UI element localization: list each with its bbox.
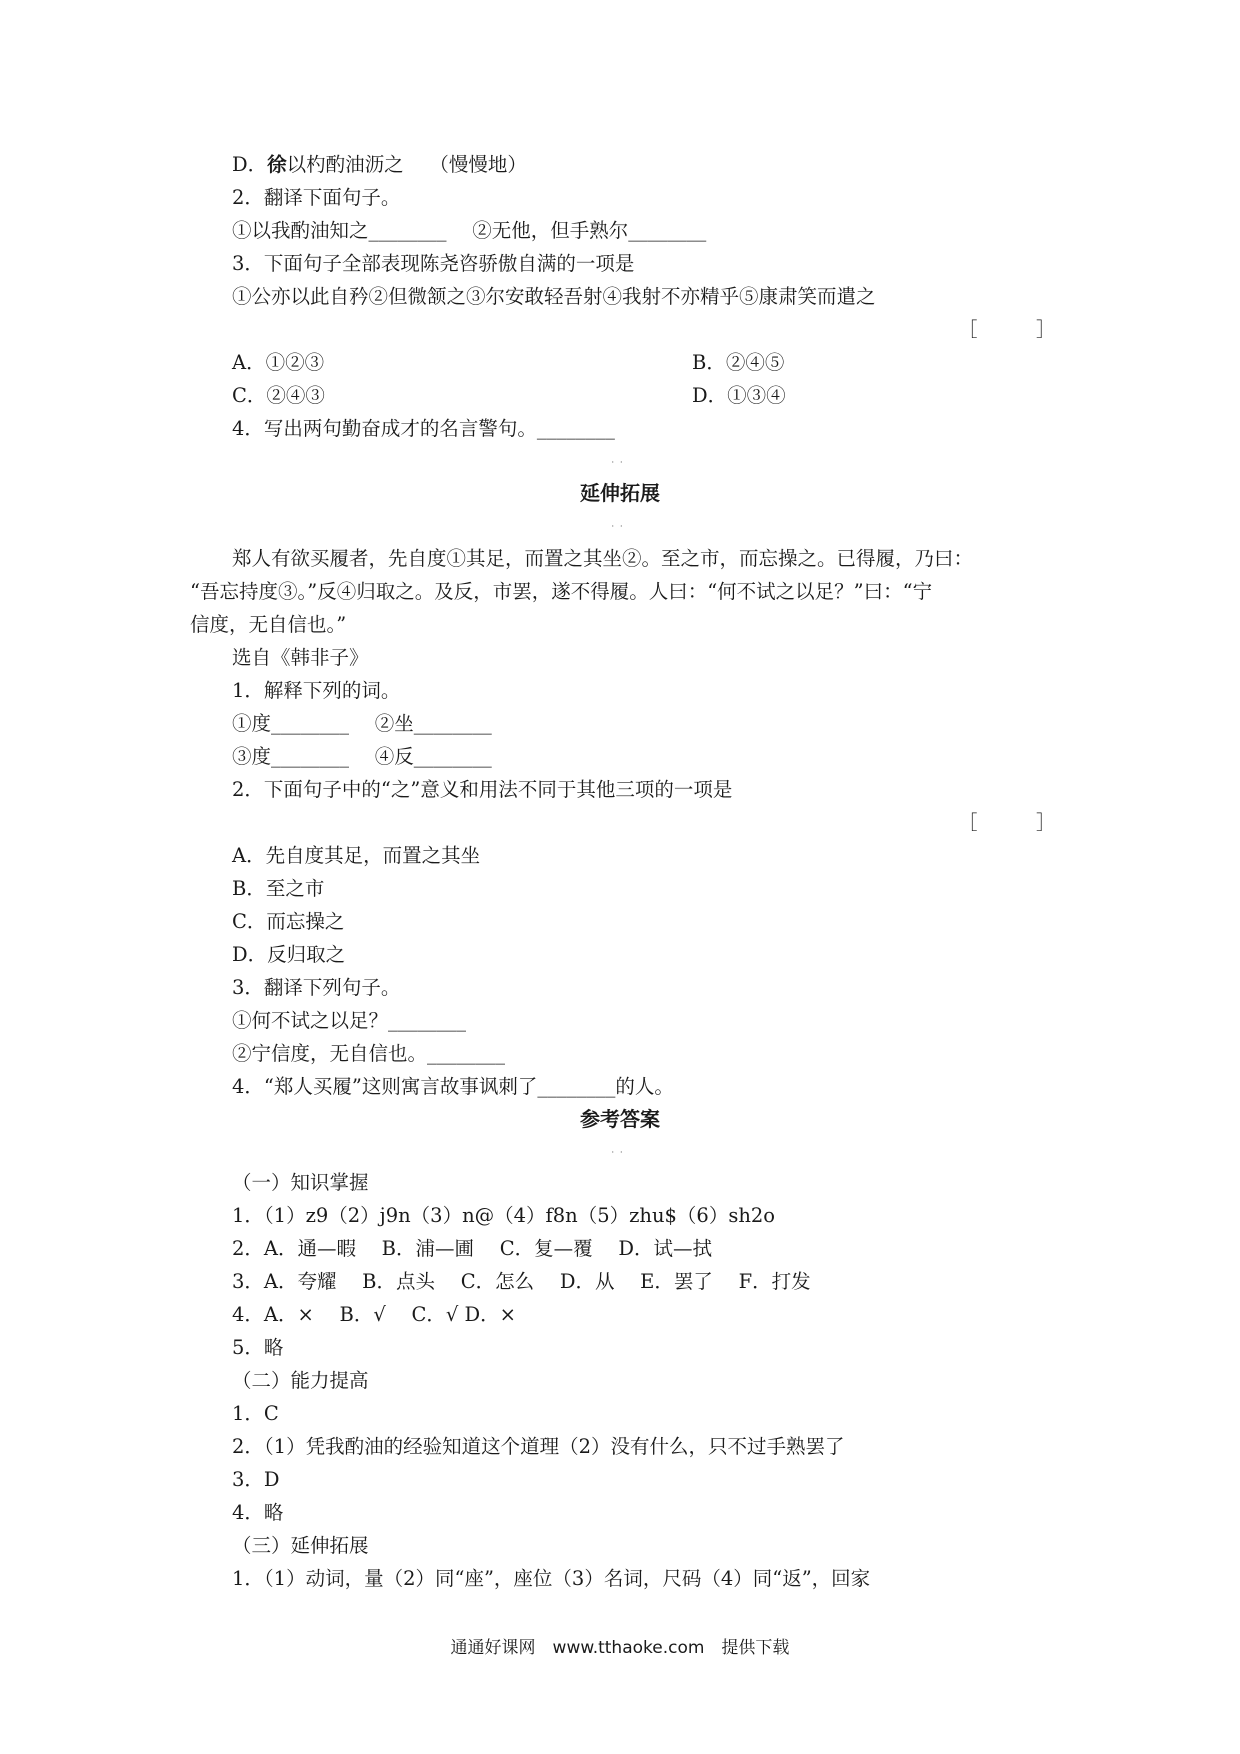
question-4: 4．“郑人买履”这则寓言故事讽刺了________的人。 bbox=[232, 1075, 674, 1098]
question-2-items: ①以我酌油知之________ ②无他，但手熟尔________ bbox=[232, 219, 707, 242]
option-d-bold-char: 徐 bbox=[267, 153, 287, 176]
passage-line-3: 信度，无自信也。” bbox=[190, 613, 347, 636]
question-3: 3．下面句子全部表现陈尧咨骄傲自满的一项是 bbox=[232, 252, 635, 275]
option-b: B．②④⑤ bbox=[692, 351, 785, 374]
question-1-row-1: ①度________ ②坐________ bbox=[232, 712, 492, 735]
answer-line: 5．略 bbox=[232, 1336, 284, 1359]
question-2: 2．翻译下面句子。 bbox=[232, 186, 401, 209]
section-heading-extension: 延伸拓展 bbox=[580, 481, 660, 505]
decorative-dots: ·· bbox=[611, 522, 629, 531]
passage-source: 选自《韩非子》 bbox=[232, 646, 369, 669]
answer-line: 4．A．× B．√ C．√ D．× bbox=[232, 1303, 516, 1326]
option-d-prefix: D． bbox=[232, 153, 268, 176]
answer-bracket: ［ ］ bbox=[958, 318, 1056, 341]
option-b: B．至之市 bbox=[232, 877, 325, 900]
option-d-text: 以杓酌油沥之 （慢慢地） bbox=[286, 153, 527, 176]
passage-line-1: 郑人有欲买履者，先自度①其足，而置之其坐②。至之市，而忘操之。已得履，乃曰： bbox=[232, 547, 974, 570]
answer-line: 3．A．夸耀 B．点头 C．怎么 D．从 E．罢了 F．打发 bbox=[232, 1270, 811, 1293]
question-3: 3．翻译下列句子。 bbox=[232, 976, 401, 999]
decorative-dots: ·· bbox=[611, 1148, 629, 1157]
question-3-item-2: ②宁信度，无自信也。________ bbox=[232, 1042, 506, 1065]
answer-subheading-2: （二）能力提高 bbox=[232, 1369, 369, 1392]
answer-line: 3．D bbox=[232, 1468, 280, 1491]
section-heading-answers: 参考答案 bbox=[580, 1107, 660, 1131]
option-c: C．而忘操之 bbox=[232, 910, 345, 933]
answer-subheading-1: （一）知识掌握 bbox=[232, 1171, 369, 1194]
answer-line: 1．（1）动词，量（2）同“座”，座位（3）名词，尺码（4）同“返”，回家 bbox=[232, 1567, 871, 1590]
question-3-items: ①公亦以此自矜②但微颔之③尔安敢轻吾射④我射不亦精乎⑤康肃笑而遣之 bbox=[232, 285, 876, 308]
option-d: D．反归取之 bbox=[232, 943, 346, 966]
answer-line: 1．（1）z9（2）j9n（3）n@（4）f8n（5）zhu$（6）sh2o bbox=[232, 1204, 776, 1227]
question-1: 1．解释下列的词。 bbox=[232, 679, 401, 702]
answer-line: 1．C bbox=[232, 1402, 279, 1425]
option-a: A．先自度其足，而置之其坐 bbox=[232, 844, 481, 867]
passage-line-2: “吾忘持度③。”反④归取之。及反，市罢，遂不得履。人曰：“何不试之以足？”曰：“宁 bbox=[190, 580, 933, 603]
option-d-line bbox=[232, 150, 527, 180]
question-2: 2．下面句子中的“之”意义和用法不同于其他三项的一项是 bbox=[232, 778, 733, 801]
page-footer: 通通好课网 www.tthaoke.com 提供下载 bbox=[450, 1638, 790, 1658]
decorative-dots: ·· bbox=[611, 458, 629, 467]
answer-line: 4．略 bbox=[232, 1501, 284, 1524]
answer-line: 2．（1）凭我酌油的经验知道这个道理（2）没有什么，只不过手熟罢了 bbox=[232, 1435, 845, 1458]
option-a: A．①②③ bbox=[232, 351, 325, 374]
question-3-item-1: ①何不试之以足？________ bbox=[232, 1009, 467, 1032]
answer-subheading-3: （三）延伸拓展 bbox=[232, 1534, 369, 1557]
answer-line: 2．A．通—暇 B．浦—圃 C．复—覆 D．试—拭 bbox=[232, 1237, 712, 1260]
question-4: 4．写出两句勤奋成才的名言警句。________ bbox=[232, 417, 615, 440]
question-1-row-2: ③度________ ④反________ bbox=[232, 745, 492, 768]
option-c: C．②④③ bbox=[232, 384, 325, 407]
answer-bracket: ［ ］ bbox=[958, 811, 1056, 834]
option-d: D．①③④ bbox=[692, 384, 786, 407]
